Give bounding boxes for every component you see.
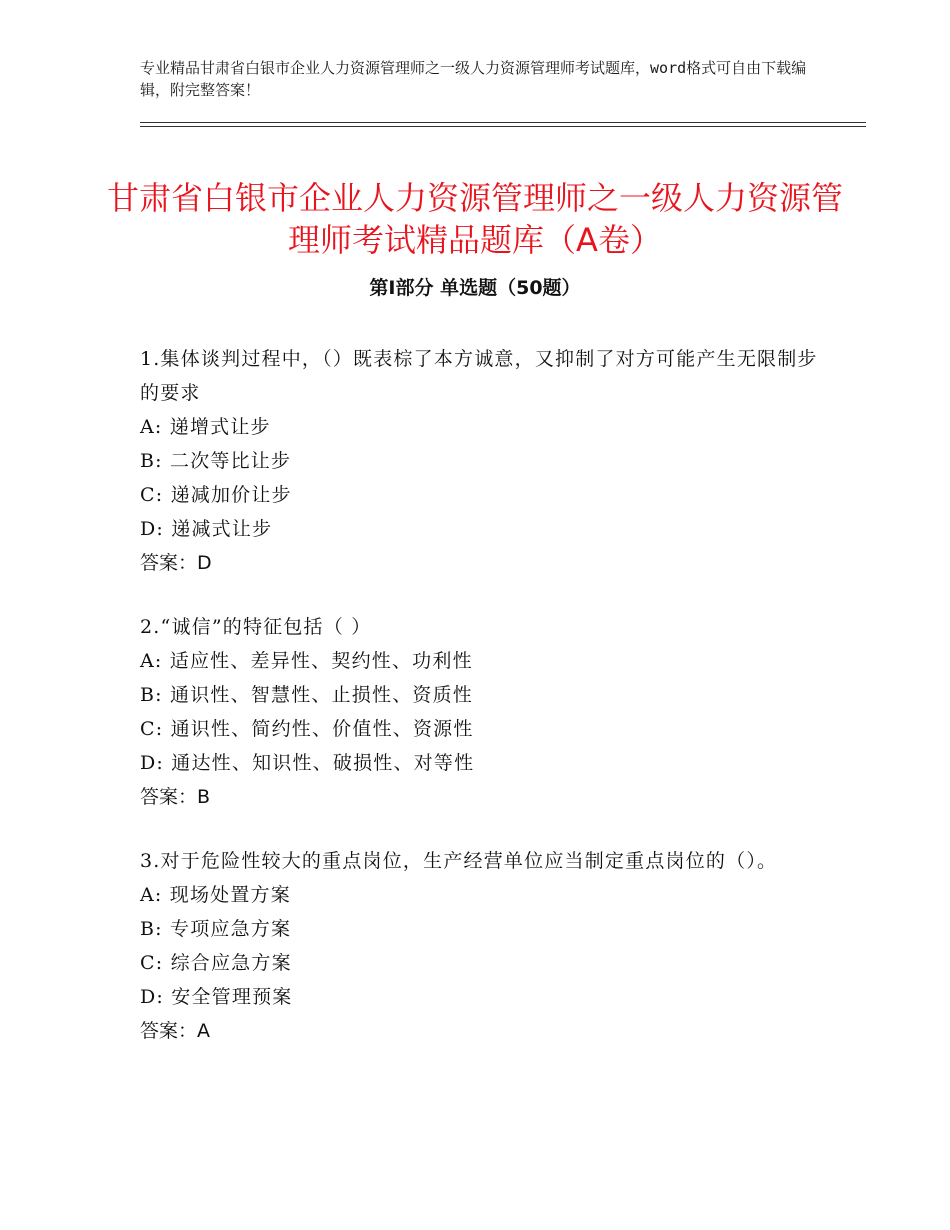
option-d: D: 递减式让步 [140, 518, 273, 540]
question-stem: 1.集体谈判过程中，（）既表棕了本方诚意，又抑制了对方可能产生无限制步的要求 [140, 348, 818, 404]
option-a: A: 现场处置方案 [140, 884, 291, 906]
option-c: C: 通识性、简约性、价值性、资源性 [140, 718, 474, 740]
option-b: B: 二次等比让步 [140, 450, 292, 472]
option-c: C: 综合应急方案 [140, 952, 292, 974]
answer-line: 答案：D [140, 552, 212, 574]
answer-line: 答案：A [140, 1020, 210, 1042]
header-note: 专业精品甘肃省白银市企业人力资源管理师之一级人力资源管理师考试题库，word格式可自由下载编辑，附完整答案！ [140, 59, 807, 99]
option-a: A: 递增式让步 [140, 416, 271, 438]
question-list [140, 342, 820, 1078]
option-b: B: 通识性、智慧性、止损性、资质性 [140, 684, 474, 706]
option-d: D: 安全管理预案 [140, 986, 293, 1008]
option-a: A: 适应性、差异性、契约性、功利性 [140, 650, 473, 672]
header-rule-top [140, 122, 866, 123]
header-rule-bottom [140, 126, 866, 127]
document-title: 甘肃省白银市企业人力资源管理师之一级人力资源管理师考试精品题库（A卷） [106, 179, 843, 260]
question-stem: 2.“诚信”的特征包括（ ） [140, 616, 372, 638]
question-2 [140, 610, 820, 814]
option-b: B: 专项应急方案 [140, 918, 292, 940]
section-title: 第I部分 单选题（50题） [369, 277, 581, 299]
answer-line: 答案：B [140, 786, 211, 808]
question-1 [140, 342, 820, 580]
question-stem: 3.对于危险性较大的重点岗位，生产经营单位应当制定重点岗位的（）。 [140, 850, 778, 872]
question-3 [140, 844, 820, 1048]
option-d: D: 通达性、知识性、破损性、对等性 [140, 752, 475, 774]
option-c: C: 递减加价让步 [140, 484, 292, 506]
